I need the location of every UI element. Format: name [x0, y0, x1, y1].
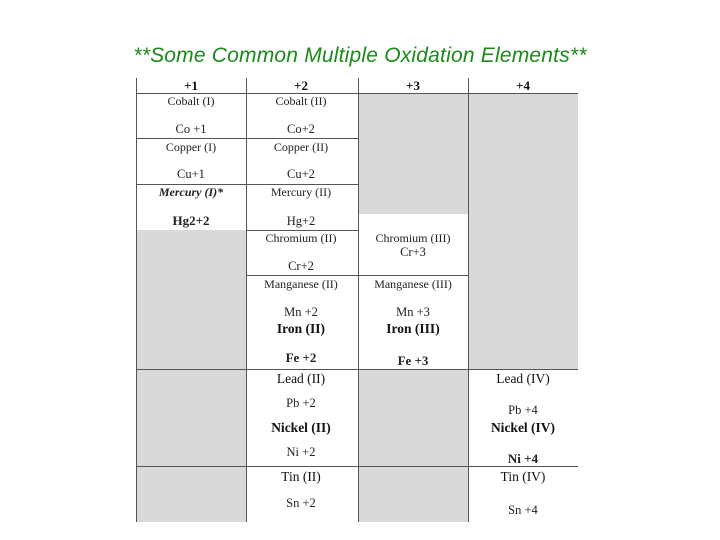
copper-1-name: Copper (I): [165, 140, 217, 154]
header-plus3: +3: [406, 78, 420, 93]
mercury-1-name: Mercury (I)*: [158, 185, 224, 199]
mercury-2-symbol: Hg+2: [286, 214, 316, 228]
tin-4-symbol: Sn +4: [508, 503, 538, 517]
empty-cell-plus1: [136, 230, 246, 522]
grid-line: [246, 275, 468, 276]
tin-2-name: Tin (II): [281, 469, 321, 484]
copper-2-symbol: Cu+2: [287, 167, 315, 181]
chromium-2-symbol: Cr+2: [288, 259, 314, 273]
copper-1-symbol: Cu+1: [177, 167, 205, 181]
empty-cell-plus4: [468, 93, 578, 369]
header-plus4: +4: [516, 78, 530, 93]
oxidation-table: [136, 78, 578, 522]
cobalt-2-name: Cobalt (II): [275, 94, 327, 108]
header-plus1: +1: [184, 78, 198, 93]
grid-line: [136, 369, 578, 370]
manganese-3-symbol: Mn +3: [396, 305, 430, 319]
page-title: **Some Common Multiple Oxidation Elements**: [133, 44, 587, 67]
nickel-4-name: Nickel (IV): [490, 420, 556, 435]
empty-cell-plus3-lower: [358, 369, 468, 522]
nickel-2-symbol: Ni +2: [286, 445, 316, 459]
grid-line: [136, 138, 358, 139]
tin-2-symbol: Sn +2: [286, 496, 316, 510]
manganese-2-symbol: Mn +2: [284, 305, 318, 319]
mercury-2-name: Mercury (II): [270, 185, 332, 199]
nickel-4-symbol: Ni +4: [507, 451, 539, 466]
cobalt-2-symbol: Co+2: [287, 122, 315, 136]
grid-line: [358, 78, 359, 522]
empty-cell-plus3: [358, 93, 468, 214]
cobalt-1-name: Cobalt (I): [167, 94, 215, 108]
tin-4-name: Tin (IV): [500, 469, 546, 484]
iron-2-symbol: Fe +2: [285, 350, 317, 365]
manganese-3-name: Manganese (III): [374, 277, 452, 291]
chromium-3-symbol: Cr+3: [400, 245, 426, 259]
copper-2-name: Copper (II): [273, 140, 329, 154]
mercury-1-symbol: Hg2+2: [172, 213, 210, 228]
lead-2-name: Lead (II): [276, 371, 326, 386]
chromium-3-name: Chromium (III): [375, 231, 451, 245]
iron-3-symbol: Fe +3: [397, 353, 429, 368]
lead-2-symbol: Pb +2: [286, 396, 316, 410]
manganese-2-name: Manganese (II): [264, 277, 338, 291]
lead-4-name: Lead (IV): [496, 371, 550, 386]
lead-4-symbol: Pb +4: [508, 403, 538, 417]
cobalt-1-symbol: Co +1: [175, 122, 207, 136]
header-plus2: +2: [294, 78, 308, 93]
iron-2-name: Iron (II): [276, 321, 326, 336]
iron-3-name: Iron (III): [386, 321, 440, 336]
nickel-2-name: Nickel (II): [271, 420, 331, 435]
chromium-2-name: Chromium (II): [265, 231, 337, 245]
grid-line: [136, 466, 578, 467]
